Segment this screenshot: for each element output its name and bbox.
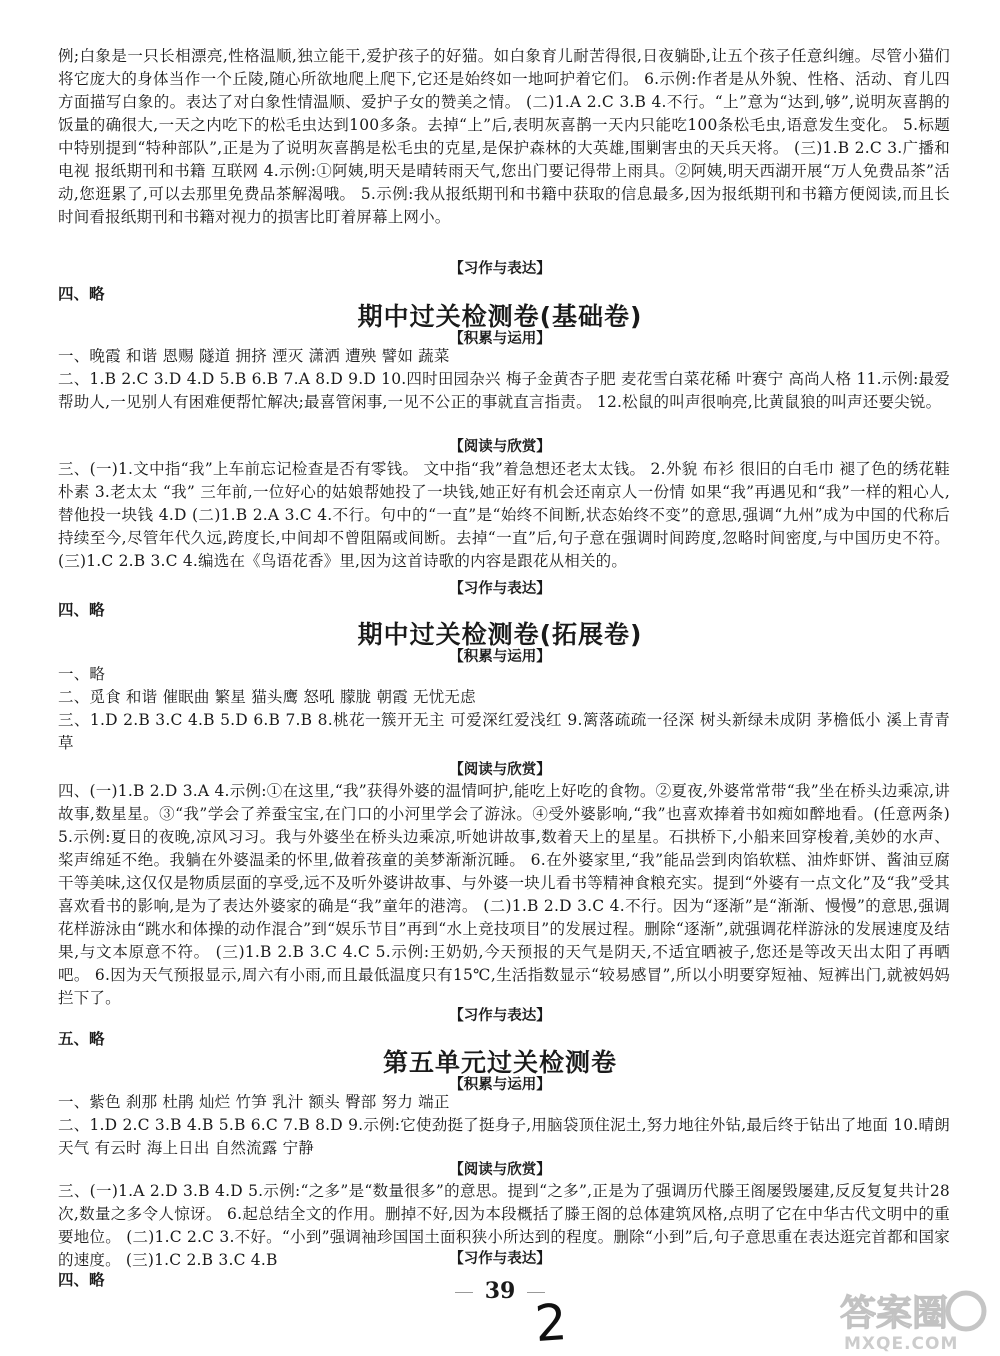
- writing-subheading: 【习作与表达】: [449, 260, 551, 277]
- accum-subheading: 【积累与运用】: [449, 330, 551, 347]
- accum-subheading: 【积累与运用】: [449, 1076, 551, 1093]
- section-five-skip: 五、略: [58, 1029, 105, 1048]
- page-number-rule-right: [527, 1292, 545, 1293]
- unit5-q3: 三、(一)1.A 2.D 3.B 4.D 5.示例:“之多”是“数量很多”的意思。提到“之多”,正是为了强调历代滕王阁屡毁屡建,反反复复共计28次,数量之多令人惊讶。 6.起总结全文的作用。删掉不好,因为本段概括了滕王阁的总体建筑风格,点明了它在中华古代文明中的重要地位。 (二)1.C 2.C 3.不好。“小到”强调袖珍国国土面积狭小所达到的程度。删除“小到”后,句子意思重在表达逛完首都和国家的速度。 (三)1.C 2.B 3.C 4.B: [58, 1182, 950, 1269]
- top-answer-block: 例;白象是一只长相漂亮,性格温顺,独立能干,爱护孩子的好猫。如白象育儿耐苦得很,日夜躺卧,让五个孩子任意纠缠。尽管小猫们将它庞大的身体当作一个丘陵,随心所欲地爬上爬下,它还是始终如一地呵护着它们。 6.示例:作者是从外貌、性格、活动、育儿四方面描写白象的。表达了对白象性情温顺、爱护子女的赞美之情。 (二)1.A 2.C 3.B 4.不行。“上”意为“达到,够”,说明灰喜鹊的饭量的确很大,一天之内吃下的松毛虫达到100多条。去掉“上”后,表明灰喜鹊一天内只能吃100条松毛虫,语意发生变化。 5.标题中特别提到“特种部队”,正是为了说明灰喜鹊是松毛虫的克星,是保护森林的大英雄,围剿害虫的天兵天将。 (三)1.B 2.C 3.广播和电视 报纸期刊和书籍 互联网 4.示例:①阿姨,明天是晴转雨天气,您出门要记得带上雨具。②阿姨,明天西湖开展“万人免费品茶”活动,您逛累了,可以去那里免费品茶解渴哦。 5.示例:我从报纸期刊和书籍中获取的信息最多,因为报纸期刊和书籍方便阅读,而且长时间看报纸期刊和书籍对视力的损害比盯着屏幕上网小。: [58, 47, 950, 226]
- section-four-skip: 四、略: [58, 284, 105, 303]
- mid-basic-title: 期中过关检测卷(基础卷): [357, 302, 643, 331]
- writing-subheading: 【习作与表达】: [449, 1250, 551, 1267]
- mid-ext-q1: 一、略: [58, 665, 106, 683]
- watermark-logo: [838, 1285, 988, 1355]
- reading-subheading: 【阅读与欣赏】: [449, 438, 551, 455]
- mid-ext-q4: 四、(一)1.B 2.D 3.A 4.示例:①在这里,“我”获得外婆的温情呵护,能吃上好吃的食物。②夏夜,外婆常常带“我”坐在桥头边乘凉,讲故事,数星星。③“我”学会了养蚕宝宝,在门口的小河里学会了游泳。④受外婆影响,“我”也喜欢捧着书如痴如醉地看。(任意两条) 5.示例:夏日的夜晚,凉风习习。我与外婆坐在桥头边乘凉,听她讲故事,数着天上的星星。石拱桥下,小船来回穿梭着,美妙的水声、桨声绵延不绝。我躺在外婆温柔的怀里,做着孩童的美梦渐渐沉睡。 6.在外婆家里,“我”能品尝到肉馅软糕、油炸虾饼、酱油豆腐干等美味,这仅仅是物质层面的享受,远不及听外婆讲故事、与外婆一块儿看书等精神食粮充实。提到“外婆有一点文化”及“我”受其喜欢看书的影响,是为了表达外婆家的确是“我”童年的港湾。 (二)1.B 2.D 3.C 4.不行。因为“逐渐”是“渐渐、慢慢”的意思,强调花样游泳由“跳水和体操的动作混合”到“娱乐节目”再到“水上竞技项目”的发展过程。删除“逐渐”,就强调花样游泳的发展速度及结果,与文本原意不符。 (三)1.B 2.B 3.C 4.C 5.示例:王奶奶,今天预报的天气是阴天,不适宜晒被子,您还是等改天出太阳了再晒吧。 6.因为天气预报显示,周六有小雨,而且最低温度只有15℃,生活指数显示“较易感冒”,所以小明要穿短袖、短裤出门,就被妈妈拦下了。: [58, 782, 950, 1007]
- section-four-skip: 四、略: [58, 600, 105, 619]
- mid-ext-q3: 三、1.D 2.B 3.C 4.B 5.D 6.B 7.B 8.桃花一簇开无主 可爱深红爱浅红 9.篱落疏疏一径深 树头新绿未成阴 茅檐低小 溪上青青草: [58, 711, 950, 752]
- mid-ext-q2: 二、觅食 和谐 催眠曲 繁星 猫头鹰 怒吼 朦胧 朝霞 无忧无虑: [58, 688, 476, 706]
- section-four-skip: 四、略: [58, 1270, 105, 1289]
- writing-subheading: 【习作与表达】: [449, 1007, 551, 1024]
- watermark-brand: 答案圈: [840, 1293, 949, 1334]
- unit5-q1: 一、紫色 刹那 杜鹃 灿烂 竹笋 乳汁 额头 臀部 努力 端正: [58, 1093, 450, 1111]
- unit5-title: 第五单元过关检测卷: [382, 1048, 617, 1077]
- accum-subheading: 【积累与运用】: [449, 648, 551, 665]
- page-number: 39: [484, 1278, 516, 1304]
- reading-subheading: 【阅读与欣赏】: [449, 1161, 551, 1178]
- mid-basic-q2: 二、1.B 2.C 3.D 4.D 5.B 6.B 7.A 8.D 9.D 10.四时田园杂兴 梅子金黄杏子肥 麦花雪白菜花稀 叶赛宁 高尚人格 11.示例:最爱帮助人,一见别人有困难便帮忙解决;最喜管闲事,一见不公正的事就直言指责。 12.松鼠的叫声很响亮,比黄鼠狼的叫声还要尖锐。: [58, 370, 950, 411]
- writing-subheading: 【习作与表达】: [449, 580, 551, 597]
- handwritten-mark: 2: [533, 1292, 569, 1354]
- mid-ext-title: 期中过关检测卷(拓展卷): [357, 620, 643, 649]
- reading-subheading: 【阅读与欣赏】: [449, 761, 551, 778]
- unit5-q2: 二、1.D 2.C 3.B 4.B 5.B 6.C 7.B 8.D 9.示例:它使劲挺了挺身子,用脑袋顶住泥土,努力地往外钻,最后终于钻出了地面 10.晴朗天气 有云时 海上日出 自然流露 宁静: [58, 1116, 950, 1157]
- watermark-domain: MXQE.COM: [844, 1334, 959, 1354]
- mid-basic-q1: 一、晚霞 和谐 恩赐 隧道 拥挤 湮灭 潇洒 遭殃 譬如 蔬菜: [58, 347, 450, 365]
- mid-basic-q3: 三、(一)1.文中指“我”上车前忘记检查是否有零钱。 文中指“我”着急想还老太太钱。 2.外貌 布衫 很旧的白毛巾 褪了色的绣花鞋 朴素 3.老太太 “我” 三年前,一位好心的姑娘帮她投了一块钱,她正好有机会还南京人一份情 如果“我”再遇见和“我”一样的粗心人,替他投一块钱 4.D (二)1.B 2.A 3.C 4.不行。句中的“一直”是“始终不间断,状态始终不变”的意思,强调“九州”成为中国的代称后持续至今,尽管年代久远,跨度长,中间却不曾阻隔或间断。去掉“一直”后,句子意在强调时间跨度,忽略时间密度,与中国历史不符。 (三)1.C 2.B 3.C 4.编选在《鸟语花香》里,因为这首诗歌的内容是跟花从相关的。: [58, 460, 950, 570]
